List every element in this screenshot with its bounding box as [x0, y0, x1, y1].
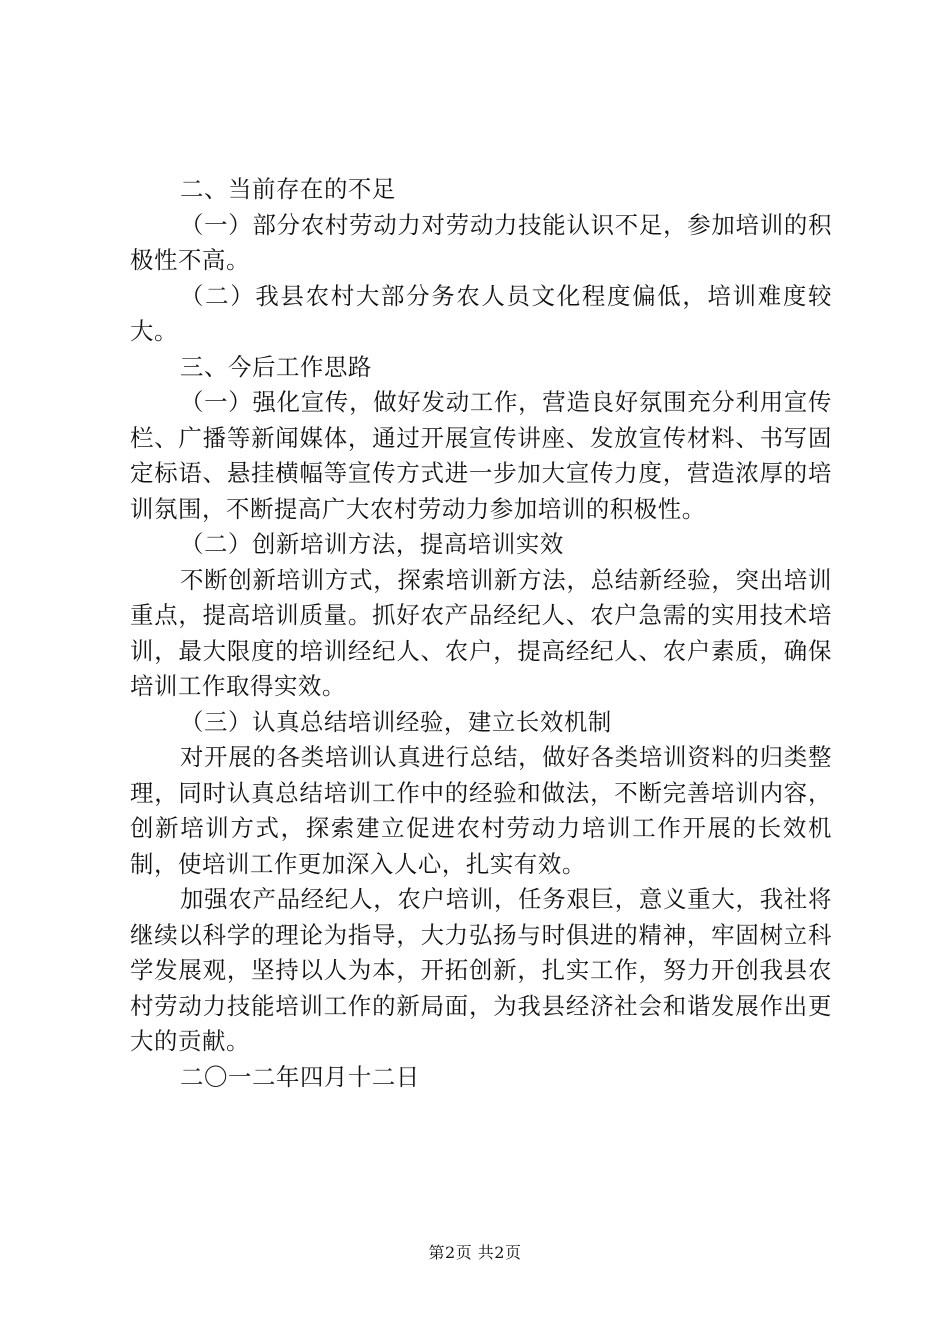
document-date: 二〇一二年四月十二日: [180, 1062, 420, 1091]
paragraph-publicity: （一）强化宣传，做好发动工作，营造良好氛围充分利用宣传栏、广播等新闻媒体，通过开展宣传讲座、发放宣传材料、书写固定标语、悬挂横幅等宣传方式进一步加大宣传力度，营造浓厚的培训氛围，不断提高广大农村劳动力参加培训的积极性。: [130, 388, 832, 523]
subheading-summarize-experience: （三）认真总结培训经验，建立长效机制: [180, 707, 612, 736]
page-footer: 第2页 共2页: [428, 1243, 522, 1262]
paragraph-innovate-methods: 不断创新培训方式，探索培训新方法，总结新经验，突出培训重点，提高培训质量。抓好农产品经纪人、农户急需的实用技术培训，最大限度的培训经纪人、农户，提高经纪人、农户素质，确保培训工作取得实效。: [130, 565, 832, 700]
paragraph-shortcoming-2: （二）我县农村大部分务农人员文化程度偏低，培训难度较大。: [130, 281, 832, 345]
heading-current-shortcomings: 二、当前存在的不足: [180, 175, 396, 203]
document-body: [130, 172, 832, 1095]
subheading-innovate-methods: （二）创新培训方法，提高培训实效: [180, 530, 564, 558]
paragraph-shortcoming-1: （一）部分农村劳动力对劳动力技能认识不足，参加培训的积极性不高。: [130, 210, 832, 274]
paragraph-conclusion: 加强农产品经纪人，农户培训，任务艰巨，意义重大，我社将继续以科学的理论为指导，大力弘扬与时俱进的精神，牢固树立科学发展观，坚持以人为本，开拓创新，扎实工作，努力开创我县农村劳动力技能培训工作的新局面，为我县经济社会和谐发展作出更大的贡献。: [130, 885, 832, 1055]
heading-future-work: 三、今后工作思路: [180, 352, 372, 381]
paragraph-summarize-experience: 对开展的各类培训认真进行总结，做好各类培训资料的归类整理，同时认真总结培训工作中的经验和做法，不断完善培训内容，创新培训方式，探索建立促进农村劳动力培训工作开展的长效机制，使培训工作更加深入人心，扎实有效。: [130, 743, 832, 878]
